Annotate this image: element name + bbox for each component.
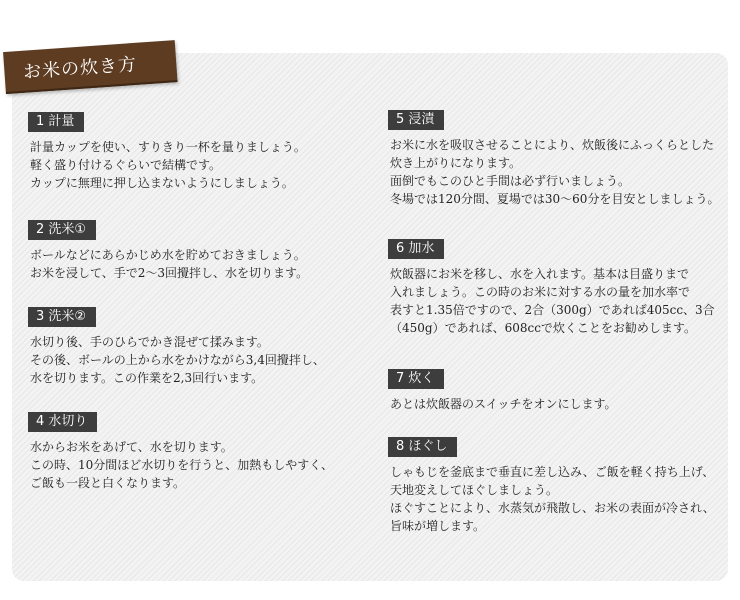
step-line: 冬場では120分間、夏場では30～60分を目安としましょう。: [390, 192, 720, 206]
step-line: あとは炊飯器のスイッチをオンにします。: [390, 397, 617, 411]
step-body: [28, 333, 325, 387]
step-label: 2 洗米①: [28, 220, 96, 240]
step-7: [388, 367, 617, 413]
step-line: 水を切ります。この作業を2,3回行います。: [30, 371, 264, 385]
step-line: ご飯も一段と白くなります。: [30, 476, 186, 490]
step-5: [388, 108, 719, 208]
step-line: お米に水を吸収させることにより、炊飯後にふっくらとした: [390, 138, 715, 152]
step-body: [388, 463, 715, 535]
step-body: [388, 136, 719, 208]
step-label: 7 炊く: [388, 369, 444, 389]
step-line: しゃもじを釜底まで垂直に差し込み、ご飯を軽く持ち上げ、: [390, 465, 715, 479]
step-6: [388, 237, 715, 337]
step-line: 水切り後、手のひらでかき混ぜて揉みます。: [30, 335, 269, 349]
step-line: 炊飯器にお米を移し、水を入れます。基本は目盛りまで: [390, 267, 690, 281]
step-body: [388, 395, 617, 413]
step-line: 計量カップを使い、すりきり一杯を量りましょう。: [30, 140, 306, 154]
step-line: ほぐすことにより、水蒸気が飛散し、お米の表面が冷され、: [390, 501, 715, 515]
step-line: （450g）であれば、608ccで炊くことをお勧めします。: [390, 321, 696, 335]
step-line: この時、10分間ほど水切りを行うと、加熱もしやすく、: [30, 458, 334, 472]
step-2: [28, 218, 308, 282]
step-line: その後、ボールの上から水をかけながら3,4回攪拌し、: [30, 353, 325, 367]
step-label: 6 加水: [388, 239, 444, 259]
step-8: [388, 435, 715, 535]
step-line: 軽く盛り付けるぐらいで結構です。: [30, 158, 222, 172]
step-4: [28, 410, 333, 492]
step-body: [28, 438, 333, 492]
step-label: 3 洗米②: [28, 307, 96, 327]
step-line: 水からお米をあげて、水を切ります。: [30, 440, 233, 454]
step-line: 表すと1.35倍ですので、2合（300g）であれば405cc、3合: [390, 303, 715, 317]
step-body: [28, 246, 308, 282]
step-line: ボールなどにあらかじめ水を貯めておきましょう。: [30, 248, 306, 262]
step-label: 8 ほぐし: [388, 437, 457, 457]
step-line: お米を浸して、手で2～3回攪拌し、水を切ります。: [30, 266, 309, 280]
step-body: [28, 138, 306, 192]
step-line: カップに無理に押し込まないようにしましょう。: [30, 176, 294, 190]
step-line: 旨味が増します。: [390, 519, 486, 533]
step-3: [28, 305, 325, 387]
step-label: 4 水切り: [28, 412, 97, 432]
step-line: 面倒でもこのひと手間は必ず行いましょう。: [390, 174, 631, 188]
step-body: [388, 265, 715, 337]
step-label: 5 浸漬: [388, 110, 444, 130]
step-label: 1 計量: [28, 112, 84, 132]
step-line: 炊き上がりになります。: [390, 156, 522, 170]
step-line: 天地変えしてほぐしましょう。: [390, 483, 559, 497]
step-line: 入れましょう。この時のお米に対する水の量を加水率で: [390, 285, 691, 299]
page-title: お米の炊き方: [22, 54, 138, 84]
step-1: [28, 110, 306, 192]
